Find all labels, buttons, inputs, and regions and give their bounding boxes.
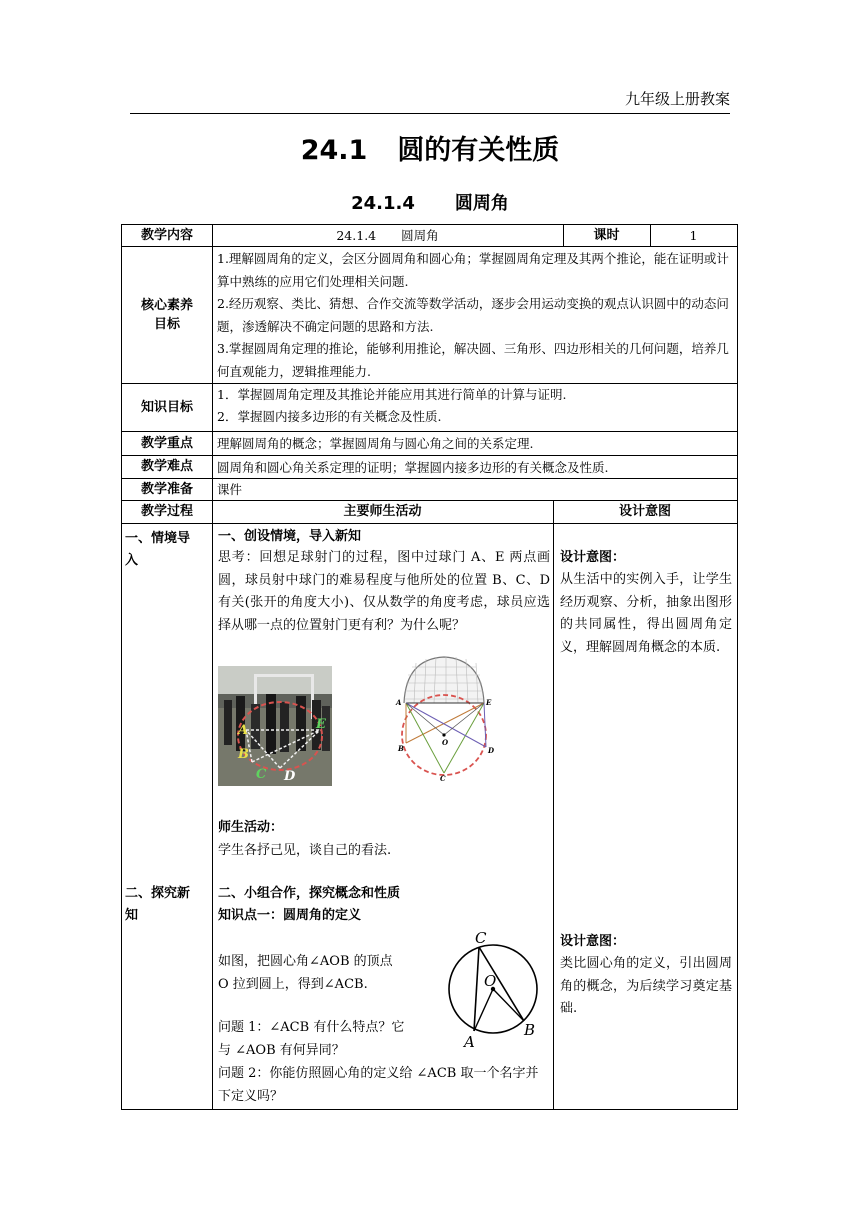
question-1-line2: 与 ∠AOB 有何异同？	[218, 1042, 345, 1058]
page-title	[0, 128, 860, 167]
fig-label-c: C	[475, 929, 487, 947]
desc-line-1: 如图，把圆心角∠AOB 的顶点	[218, 954, 393, 969]
fig-label-o: O	[484, 972, 497, 990]
label-lesson-count: 课时	[593, 228, 620, 243]
section-1-think: 思考：回想足球射门的过程，图中过球门 A、E 两点画圆，球员射中球门的难易程度与他所处的位置 B、C、D 有关(张开的角度大小)、仅从数学的角度考虑，球员应选择从哪一点的位置射门更有利？为什么呢？	[218, 550, 550, 633]
question-1	[218, 1017, 438, 1062]
lesson-count-value: 1	[689, 228, 698, 243]
net-label-a: A	[396, 698, 402, 707]
fig-label-b: B	[524, 1021, 536, 1039]
goal-net-figure	[392, 653, 496, 783]
label-difficult-point: 教学难点	[140, 459, 193, 474]
title-text: 圆的有关性质	[397, 135, 560, 166]
intent-1-title: 设计意图：	[560, 550, 626, 565]
knowledge-point-1: 知识点一：圆周角的定义	[218, 908, 362, 923]
intent-2-title: 设计意图：	[560, 934, 626, 949]
intent-1-text: 从生活中的实例入手，让学生经历观察、分析，抽象出图形的共同属性，得出圆周角定义，理解圆周角概念的本质.	[560, 572, 732, 655]
section-2-description	[218, 951, 438, 996]
header-design-intent: 设计意图	[618, 504, 671, 519]
section-1-heading: 一、创设情境，导入新知	[218, 529, 362, 544]
soccer-photo	[218, 666, 332, 786]
lesson-plan-table	[121, 224, 738, 1110]
intent-2-text: 类比圆心角的定义，引出圆周角的概念，为后续学习奠定基础.	[560, 956, 732, 1016]
page-subtitle	[0, 189, 860, 215]
label-preparation: 教学准备	[140, 481, 193, 497]
question-2: 问题 2：你能仿照圆心角的定义给 ∠ACB 取一个名字并下定义吗？	[218, 1066, 539, 1104]
header-activities: 主要师生活动	[343, 504, 422, 519]
section-2-heading: 二、小组合作，探究概念和性质	[218, 886, 401, 901]
core-item-2: 2.经历观察、类比、猜想、合作交流等数学活动，逐步会用运动变换的观点认识圆中的动态问题，渗透解决不确定问题的思路和方法.	[217, 296, 729, 334]
net-label-e: E	[486, 698, 492, 707]
header-divider	[130, 113, 730, 114]
page-header: 九年级上册教案	[624, 90, 730, 108]
subtitle-text: 圆周角	[454, 193, 509, 214]
photo-label-c: C	[256, 767, 267, 782]
difficult-point-content: 圆周角和圆心角关系定理的证明；掌握圆内接多边形的有关概念及性质.	[217, 460, 609, 475]
photo-label-a: A	[238, 723, 249, 738]
core-item-3: 3.掌握圆周角定理的推论，能够利用推论，解决圆、三角形、四边形相关的几何问题，培养几何直观能力，逻辑推理能力.	[217, 341, 729, 379]
net-label-d: D	[488, 746, 495, 755]
teaching-content-value: 24.1.4 圆周角	[336, 228, 439, 243]
subtitle-number: 24.1.4	[351, 193, 415, 214]
inscribed-angle-figure	[442, 927, 542, 1049]
core-label-line2: 目标	[153, 316, 180, 332]
fig-label-a: A	[464, 1033, 475, 1049]
preparation-content: 课件	[217, 482, 243, 497]
net-label-c: C	[440, 774, 446, 783]
stage-1-label: 一、情境导 入	[125, 531, 191, 568]
activity-title: 师生活动：	[218, 820, 284, 835]
label-key-point: 教学重点	[140, 435, 193, 451]
key-point-content: 理解圆周角的概念；掌握圆周角与圆心角之间的关系定理.	[217, 436, 534, 451]
desc-line-2: O 拉到圆上，得到∠ACB.	[218, 976, 368, 992]
stage-2-label: 二、探究新 知	[125, 886, 191, 923]
label-core-literacy	[122, 246, 212, 383]
label-teaching-content: 教学内容	[140, 228, 193, 243]
label-knowledge-goal: 知识目标	[140, 399, 193, 415]
core-item-1: 1.理解圆周角的定义，会区分圆周角和圆心角；掌握圆周角定理及其两个推论，能在证明或计算中熟练的应用它们处理相关问题.	[217, 251, 729, 289]
net-label-b: B	[398, 744, 404, 753]
knowledge-item-1: 1．掌握圆周角定理及其推论并能应用其进行简单的计算与证明.	[217, 387, 567, 402]
knowledge-goal-content	[212, 383, 737, 431]
photo-label-b: B	[238, 747, 249, 762]
label-process: 教学过程	[140, 504, 193, 519]
title-number: 24.1	[300, 135, 368, 166]
knowledge-item-2: 2．掌握圆内接多边形的有关概念及性质.	[217, 409, 442, 424]
net-label-o: O	[442, 738, 449, 747]
photo-label-e: E	[316, 717, 326, 732]
activity-text: 学生各抒己见，谈自己的看法.	[218, 843, 392, 858]
core-label-line1: 核心素养	[140, 297, 193, 313]
photo-label-d: D	[284, 769, 296, 784]
question-1-line1: 问题 1：∠ACB 有什么特点？它	[218, 1020, 405, 1035]
core-literacy-content	[212, 246, 737, 383]
